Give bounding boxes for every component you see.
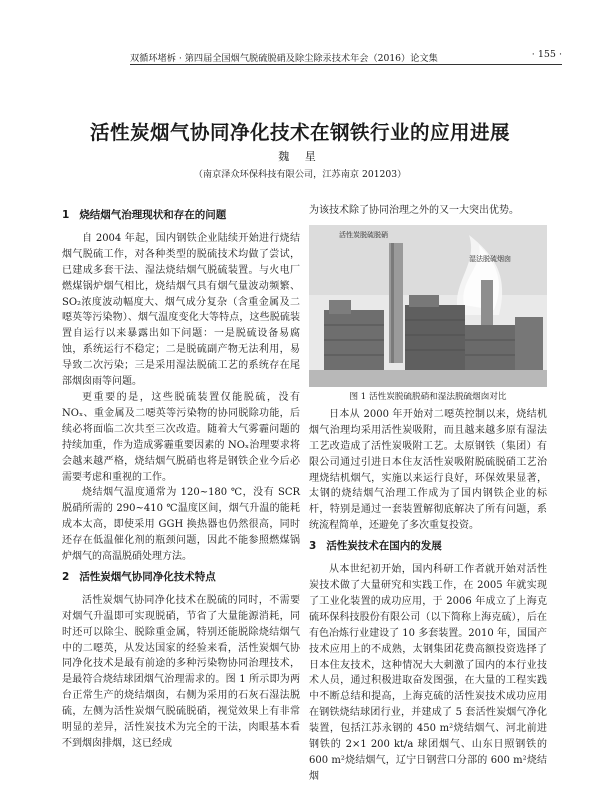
figure-label-left: 活性炭脱硫脱硝 — [339, 230, 388, 239]
section-1-paragraph: 烧结烟气温度通常为 120~180 ℃，没有 SCR 脱硝所需的 290~410 ℃温度区间，烟气升温的能耗成本太高，即使采用 GGH 换热器也仍然很高，同时还存在低温催化剂的瓶颈问题，因此不能参照燃煤锅炉烟气的高温脱硝处理方法。 — [62, 487, 300, 563]
page-number: · 155 · — [531, 49, 562, 60]
chimney-photo — [309, 225, 547, 387]
paper-title: 活性炭烟气协同净化技术在钢铁行业的应用进展 — [89, 121, 510, 144]
figure-label-right: 湿法脱硫烟囱 — [469, 254, 511, 263]
section-1-paragraph: 更重要的是，这些脱硫装置仅能脱硫，没有NOₓ、重金属及二噁英等污染物的协同脱除功能，后续必将面临二次共至三次改造。随着大气雾霾问题的持续加重，作为造成雾霾重要因素的 NOₓ治理要求将会越来越严格，烧结烟气脱硝也将是钢铁企业今后必需要考虑和重视的工作。 — [62, 391, 300, 483]
running-header — [130, 48, 562, 65]
author: 魏 星 — [278, 150, 322, 163]
section-2-paragraph: 活性炭烟气协同净化技术在脱硫的同时，不需要对烟气升温即可实现脱硝，节省了大量能源消耗，同时还可以除尘、脱除重金属，特别还能脱除烧结烟气中的二噁英，从发达国家的经验来看，活性炭烟气协同净化技术是最有前途的多种污染物协同治理技术，是最符合烧结球团烟气治理需求的。图 1 所示即为两台正常生产的烧结烟囱，右侧为采用的石灰石湿法脱硫，左侧为活性炭烟气脱硫脱硝，视觉效果上有非常明显的差异，活性炭技术为完全的干法，肉眼基本看不到烟囱排烟，这已经成 — [62, 594, 300, 749]
paragraph-japan: 日本从 2000 年开始对二噁英控制以来，烧结机烟气治理均采用活性炭吸附，而且越来越多原有湿法工艺改造成了活性炭吸附工艺。太原钢铁（集团）有限公司通过引进日本住友活性炭吸附脱硫脱硝工艺治理烧结机烟气，实施以来运行良好，环保效果显著，太钢的烧结烟气治理工作成为了国内钢铁企业的标杆，特别是通过一套装置解彻底解决了所有问题，系统流程简单，还避免了多次重复投资。 — [309, 408, 547, 532]
figure-1-caption: 图 1 活性炭脱硫脱硝和湿法脱硫烟囱对比 — [349, 391, 507, 402]
section-3-paragraph: 从本世纪初开始，国内科研工作者就开始对活性炭技术做了大量研究和实践工作，在 2005 年就实现了工业化装置的成功应用，于 2006 年成立了上海克硫环保科技股份有限公司（以下简称上海克硫），后在有色冶炼行业建设了 10 多套装置。2010 年，国国产技术应用上的不成熟，太钢集团花费高额投资选择了日本住友技术，这种情况大大刺激了国内的本行业技术人员，通过积极进取奋发图强，在大量的工程实践中不断总结和提高，上海克硫的活性炭技术成功应用在钢铁烧结球团行业，并建成了 5 套活性炭烟气净化装置，包括江苏永钢的 450 m²烧结烟气、河北前进钢铁的 2×1 200 kt/a 球团烟气、山东日照钢铁的 600 m²烧结烟气，辽宁日钢营口分部的 600 m²烧结烟 — [309, 564, 547, 782]
right-column — [309, 203, 547, 785]
section-1-heading: 1 烧结烟气治理现状和存在的问题 — [62, 209, 227, 221]
journal-title: 双循环堵柝 · 第四届全国烟气脱硫脱硝及除尘除汞技术年会（2016）论文集 — [130, 53, 438, 64]
section-2-heading: 2 活性炭烟气协同净化技术特点 — [62, 570, 216, 583]
continued-paragraph: 为该技术除了协同治理之外的又一大突出优势。 — [309, 205, 519, 216]
section-3-heading: 3 活性炭技术在国内的发展 — [309, 540, 442, 553]
left-column — [62, 203, 300, 752]
figure-1 — [309, 225, 547, 387]
section-1-paragraph: 自 2004 年起，国内钢铁企业陆续开始进行烧结烟气脱硫工作，对各种类型的脱硫技术均做了尝试，已建成多套干法、湿法烧结烟气脱硫装置。与火电厂燃煤锅炉烟气相比，烧结烟气具有烟气量波动频繁、SO₂浓度波动幅度大、烟气成分复杂（含重金属及二噁英等污染物）、烟气温度变化大等特点，这些脱硫装置自运行以来暴露出如下问题：一是脱硫设备易腐蚀，系统运行不稳定；二是脱硫副产物无法利用，易导致二次污染；三是采用湿法脱硫工艺的系统存在尾部烟囱雨等问题。 — [62, 232, 300, 388]
affiliation: （南京泽众环保科技有限公司，江苏南京 201203） — [193, 169, 407, 180]
